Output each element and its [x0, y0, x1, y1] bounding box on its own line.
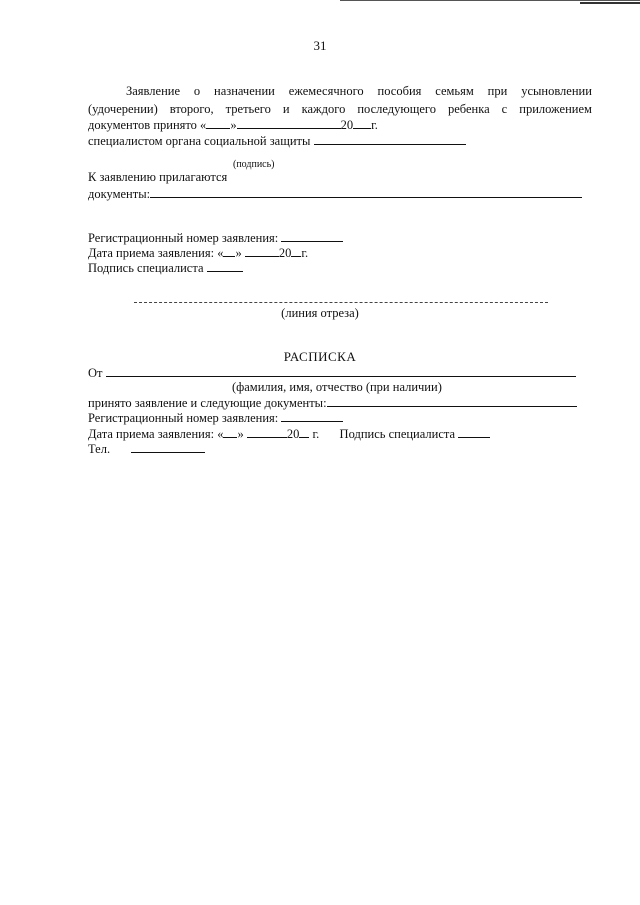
- receipt-phone-row: [88, 441, 205, 457]
- word: приложением: [519, 102, 592, 116]
- reg-signature-blank[interactable]: [207, 260, 243, 272]
- phone-label: Тел.: [88, 442, 111, 456]
- receipt-year-blank[interactable]: [299, 426, 309, 438]
- word: последующего: [357, 102, 436, 116]
- reg-month-blank[interactable]: [245, 245, 279, 257]
- word: о: [193, 84, 201, 98]
- specialist-label: специалистом органа социальной защиты: [88, 134, 311, 148]
- word: второго,: [169, 102, 214, 116]
- cut-line-label: (линия отреза): [281, 306, 359, 320]
- phone-blank[interactable]: [131, 441, 205, 453]
- year-suffix: г.: [371, 118, 378, 132]
- receipt-date-row: [88, 426, 490, 442]
- page-number: 31: [313, 38, 327, 53]
- top-border-rule-thick: [580, 2, 640, 4]
- application-paragraph: [88, 84, 592, 149]
- year-suffix: г.: [301, 246, 309, 260]
- cut-line: [134, 302, 548, 303]
- receipt-accepted-row: [88, 395, 577, 411]
- year-prefix: 20: [278, 246, 292, 260]
- from-label: От: [88, 366, 103, 380]
- word: пособия: [377, 84, 422, 98]
- top-border-rule: [340, 0, 640, 1]
- specialist-signature-blank[interactable]: [314, 133, 466, 145]
- word: и: [282, 102, 290, 116]
- accepted-date-prefix: документов принято «: [88, 118, 207, 132]
- reg-number-blank[interactable]: [281, 230, 343, 242]
- receipt-signature-blank[interactable]: [458, 426, 490, 438]
- quote-close: »: [235, 246, 242, 260]
- reg-signature-label: Подпись специалиста: [88, 261, 204, 275]
- year-prefix: 20: [340, 118, 354, 132]
- reg-date-row: [88, 245, 308, 261]
- fio-caption: (фамилия, имя, отчество (при наличии): [232, 380, 442, 394]
- receipt-from-row: [88, 365, 576, 381]
- application-line-4: [88, 133, 592, 149]
- month-blank[interactable]: [237, 117, 341, 129]
- reg-number-row: [88, 230, 343, 246]
- receipt-reg-number-row: [88, 410, 343, 426]
- quote-close: »: [237, 427, 244, 441]
- word: ребенка: [447, 102, 490, 116]
- documents-label: документы:: [88, 187, 151, 201]
- receipt-signature-label: Подпись специалиста: [339, 427, 456, 441]
- reg-signature-row: [88, 260, 243, 276]
- receipt-day-blank[interactable]: [223, 426, 237, 438]
- year-blank[interactable]: [353, 117, 371, 129]
- application-line-3: [88, 117, 592, 133]
- receipt-month-blank[interactable]: [247, 426, 287, 438]
- word: усыновлении: [521, 84, 592, 98]
- receipt-date-prefix: Дата приема заявления: «: [88, 427, 224, 441]
- quote-close: »: [230, 118, 237, 132]
- receipt-reg-number-label: Регистрационный номер заявления:: [88, 411, 279, 425]
- from-blank[interactable]: [106, 365, 576, 377]
- word: Заявление: [126, 84, 181, 98]
- application-line-2: [88, 102, 592, 117]
- documents-row: [88, 186, 582, 202]
- year-suffix: г.: [312, 427, 320, 441]
- receipt-title: РАСПИСКА: [283, 349, 357, 364]
- receipt-reg-number-blank[interactable]: [281, 410, 343, 422]
- word: с: [501, 102, 508, 116]
- word: каждого: [301, 102, 346, 116]
- reg-day-blank[interactable]: [223, 245, 235, 257]
- word: при: [487, 84, 508, 98]
- word: ежемесячного: [288, 84, 364, 98]
- documents-blank[interactable]: [150, 186, 582, 198]
- word: третьего: [225, 102, 271, 116]
- accepted-label: принято заявление и следующие документы:: [88, 396, 327, 410]
- signature-caption: (подпись): [233, 159, 275, 170]
- accepted-documents-blank[interactable]: [327, 395, 577, 407]
- reg-number-label: Регистрационный номер заявления:: [88, 231, 279, 245]
- reg-year-blank[interactable]: [291, 245, 301, 257]
- word: семьям: [435, 84, 474, 98]
- year-prefix: 20: [286, 427, 300, 441]
- application-line-1: [88, 84, 592, 99]
- word: назначении: [214, 84, 275, 98]
- attached-label: К заявлению прилагаются: [88, 170, 228, 184]
- reg-date-prefix: Дата приема заявления: «: [88, 246, 224, 260]
- word: (удочерении): [88, 102, 158, 116]
- day-blank[interactable]: [206, 117, 230, 129]
